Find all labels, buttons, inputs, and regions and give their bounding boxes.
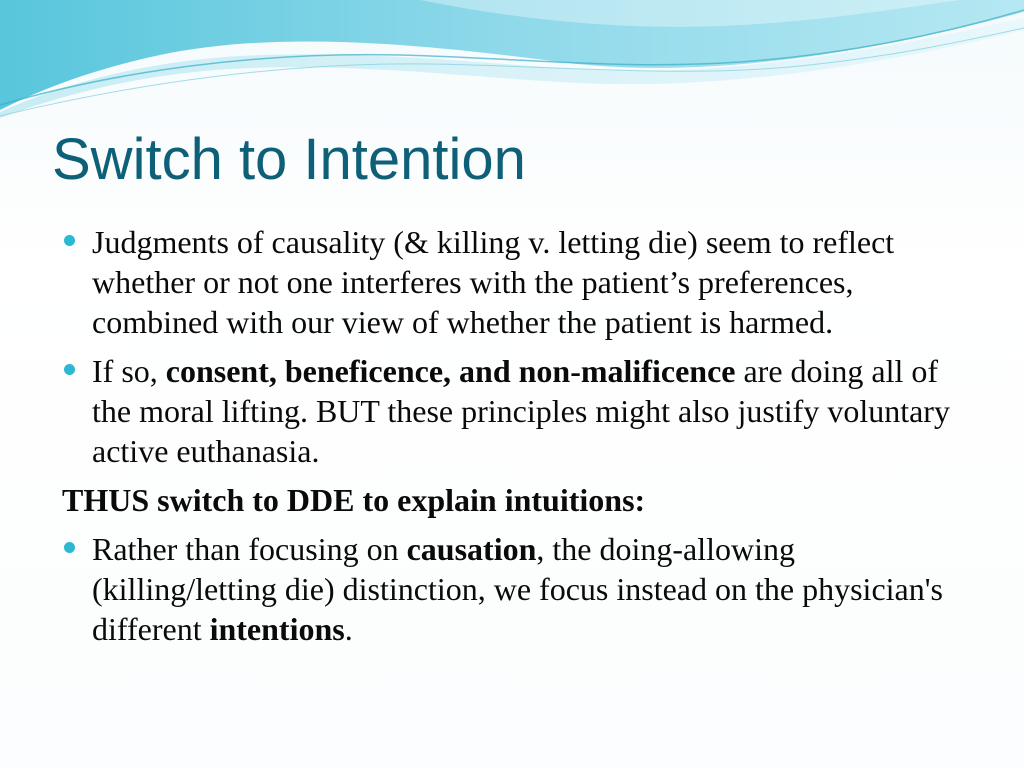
bullet-item [62,222,962,342]
bold-text: THUS switch to DDE to explain intuitions: [62,482,646,518]
emphasis-line [62,480,962,520]
bullet-item [62,529,962,649]
body-text: If so, [92,353,166,389]
body-text: Judgments of causality (& killing v. letting die) seem to reflect whether or not one interferes with the patient’s preferences, combined with our view of whether the patient is harmed. [92,224,895,340]
slide-body [62,222,962,658]
slide-title: Switch to Intention [52,127,526,192]
body-text: . [344,611,353,647]
body-text: Rather than focusing on [92,531,407,567]
body-text: are doing all of the moral lifting. BUT these principles might also justify voluntary active euthanasia. [92,353,950,469]
bold-text: consent, beneficence, and non-malificence [165,353,736,389]
bullet-item [62,351,962,471]
decorative-wave-header [0,0,1024,120]
bullet-icon [64,542,75,553]
bold-text: intentions [209,611,345,647]
bullet-icon [64,364,75,375]
bold-text: causation [406,531,537,567]
body-text: , the doing-allowing (killing/letting die) distinction, we focus instead on the physician's different [92,531,943,647]
bullet-icon [64,235,75,246]
